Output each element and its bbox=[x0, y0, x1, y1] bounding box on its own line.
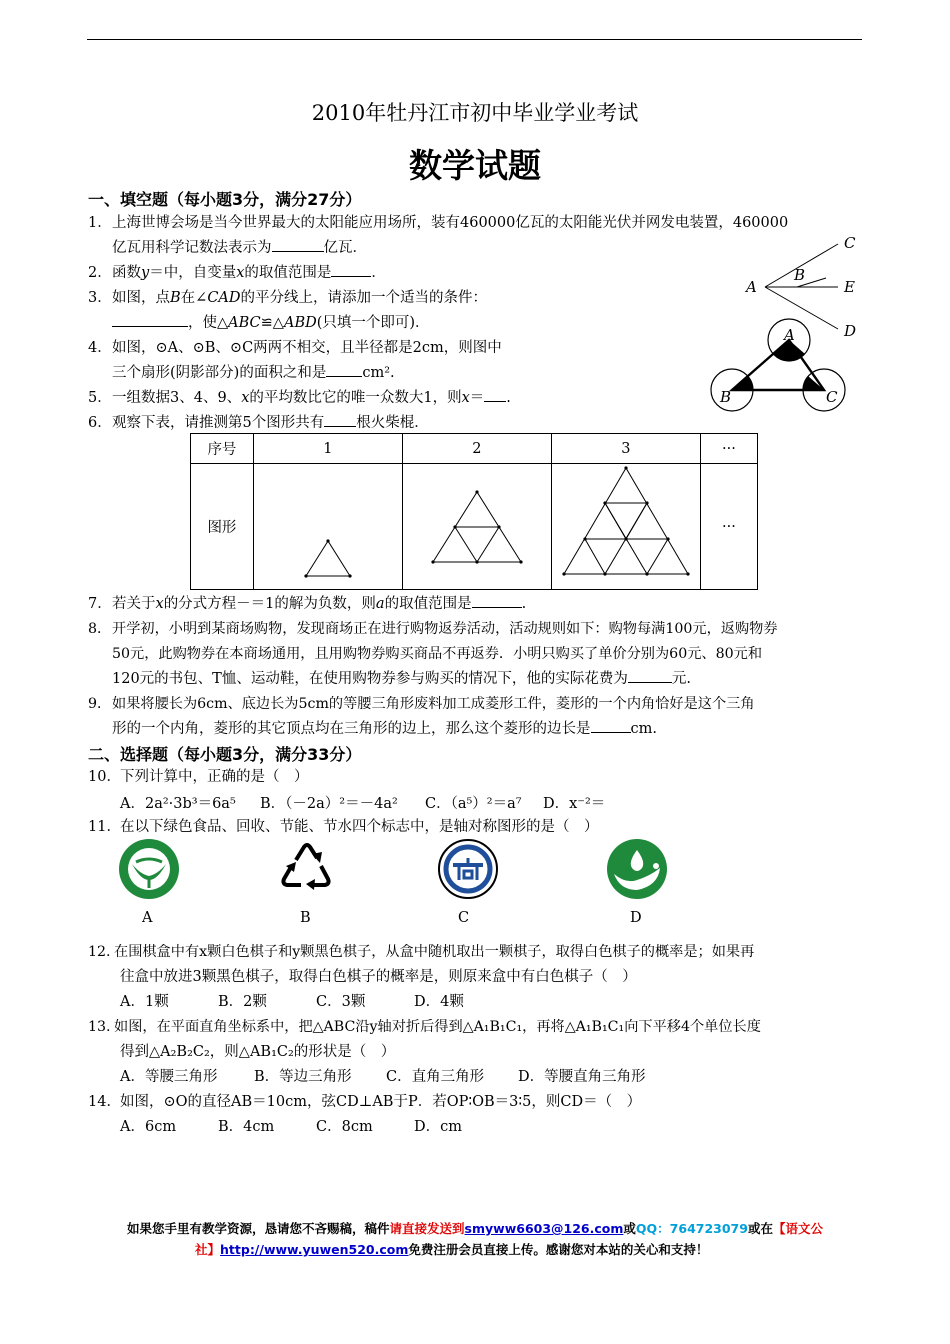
recycle-logo[interactable] bbox=[276, 838, 338, 898]
label-C: C bbox=[826, 388, 838, 406]
footer-line-1: 如果您手里有教学资源，恳请您不吝赐稿，稿件请直接发送到smyww6603@126.com或QQ：764723079或在【语文公 bbox=[127, 1221, 823, 1236]
question-12: 12. 在围棋盒中有x颗白色棋子和y颗黑色棋子，从盒中随机取出一颗棋子，取得白色棋子的概率是；如果再 bbox=[88, 944, 755, 960]
question-4-line2: 三个扇形(阴影部分)的面积之和是 cm². bbox=[112, 365, 395, 381]
question-7: 7．若关于x的分式方程－＝1的解为负数，则a的取值范围是 . bbox=[88, 596, 527, 612]
label-B: B bbox=[794, 266, 806, 284]
question-10: 10．下列计算中，正确的是（ ） bbox=[88, 769, 309, 785]
question-1-line2: 亿瓦用科学记数法表示为 亿瓦． bbox=[112, 240, 367, 256]
question-5: 5．一组数据3、4、9、x的平均数比它的唯一众数大1，则x＝ . bbox=[88, 390, 511, 406]
row-label-figure: 图形 bbox=[191, 464, 254, 590]
option-C[interactable]: C．8cm bbox=[316, 1119, 373, 1135]
triangle-figure-1 bbox=[254, 464, 402, 589]
option-C[interactable]: C．直角三角形 bbox=[386, 1069, 485, 1085]
email-link[interactable]: smyww6603@126.com bbox=[464, 1221, 624, 1236]
option-A[interactable]: A．2a²·3b³＝6a⁵ bbox=[120, 796, 236, 812]
answer-blank[interactable] bbox=[472, 607, 522, 608]
exam-title: 2010年牡丹江市初中毕业学业考试 bbox=[311, 101, 639, 125]
option-C[interactable]: C．（a⁵）²＝a⁷ bbox=[425, 796, 522, 812]
triangle-figure-2 bbox=[403, 464, 551, 589]
question-12-line2: 往盒中放进3颗黑色棋子，取得白色棋子的概率是，则原来盒中有白色棋子（ ） bbox=[120, 969, 637, 985]
question-10-options bbox=[120, 794, 605, 814]
question-8-line3: 120元的书包、T恤、运动鞋，在使用购物券参与购买的情况下，他的实际花费为 元. bbox=[112, 671, 691, 687]
question-3: 3．如图，点B在∠CAD的平分线上，请添加一个适当的条件： bbox=[88, 290, 488, 306]
question-1: 1．上海世博会场是当今世界最大的太阳能应用场所，装有460000亿瓦的太阳能光伏并网发电装置，460000 bbox=[88, 215, 789, 231]
answer-blank[interactable] bbox=[331, 276, 371, 277]
option-B[interactable]: B．等边三角形 bbox=[254, 1069, 352, 1085]
logo-label-C: C bbox=[458, 910, 470, 926]
answer-blank[interactable] bbox=[324, 426, 356, 427]
energy-saving-logo[interactable] bbox=[437, 838, 499, 900]
website-link[interactable]: http://www.yuwen520.com bbox=[220, 1242, 409, 1257]
option-B[interactable]: B．2颗 bbox=[218, 994, 267, 1010]
logo-label-A: A bbox=[142, 910, 153, 926]
question-6: 6．观察下表，请推测第5个图形共有 根火柴棍． bbox=[88, 415, 429, 431]
subject-title: 数学试题 bbox=[409, 146, 541, 185]
matchstick-table: 序号 1 2 3 ··· 图形 ··· bbox=[190, 433, 758, 590]
option-D[interactable]: D．cm bbox=[414, 1119, 462, 1135]
option-D[interactable]: D．4颗 bbox=[414, 994, 464, 1010]
question-8-line2: 50元，此购物券在本商场通用，且用购物券购买商品不再返券．小明只购买了单价分别为60元、80元和 bbox=[112, 646, 763, 662]
option-B[interactable]: B．4cm bbox=[218, 1119, 275, 1135]
question-11: 11．在以下绿色食品、回收、节能、节水四个标志中，是轴对称图形的是（ ） bbox=[88, 819, 599, 835]
water-saving-logo[interactable] bbox=[606, 838, 668, 900]
figure-3 bbox=[551, 464, 700, 590]
section-multiple-choice: 二、选择题（每小题3分，满分33分） bbox=[88, 745, 362, 764]
question-14-options bbox=[120, 1117, 462, 1137]
answer-blank[interactable] bbox=[326, 376, 362, 377]
question-3-line2: ，使△ABC≌△ABD(只填一个即可)． bbox=[112, 313, 430, 333]
option-D[interactable]: D．x⁻²＝ bbox=[543, 796, 606, 812]
triangle-figure-3 bbox=[552, 464, 700, 589]
logo-label-D: D bbox=[630, 910, 642, 926]
question-13: 13. 如图，在平面直角坐标系中，把△ABC沿y轴对折后得到△A₁B₁C₁，再将△A₁B₁C₁向下平移4个单位长度 bbox=[88, 1019, 761, 1035]
logo-label-B: B bbox=[300, 910, 311, 926]
question-12-options bbox=[120, 992, 464, 1012]
question-13-line2: 得到△A₂B₂C₂，则△AB₁C₂的形状是（ ） bbox=[120, 1044, 396, 1060]
label-C: C bbox=[844, 234, 856, 252]
section-fill-in: 一、填空题（每小题3分，满分27分） bbox=[88, 190, 362, 209]
answer-blank[interactable] bbox=[484, 401, 506, 402]
footer-line-2: 社】http://www.yuwen520.com免费注册会员直接上传。感谢您对本站的关心和支持！ bbox=[195, 1242, 709, 1257]
option-B[interactable]: B．（－2a）²＝－4a² bbox=[260, 796, 398, 812]
label-B: B bbox=[720, 388, 732, 406]
question-8: 8．开学初，小明到某商场购物，发现商场正在进行购物返券活动，活动规则如下：购物每满100元，返购物券 bbox=[88, 621, 778, 637]
figure-2 bbox=[402, 464, 551, 590]
answer-blank[interactable] bbox=[628, 682, 672, 683]
figure-1 bbox=[253, 464, 402, 590]
label-D: D bbox=[844, 322, 857, 340]
option-A[interactable]: A．1颗 bbox=[120, 994, 169, 1010]
question-2: 2．函数y＝中，自变量x的取值范围是 ． bbox=[88, 265, 386, 281]
question-9: 9．如果将腰长为6cm、底边长为5cm的等腰三角形废料加工成菱形工件，菱形的一个内角恰好是这个三角 bbox=[88, 696, 755, 712]
answer-blank[interactable] bbox=[112, 326, 188, 327]
answer-blank[interactable] bbox=[591, 732, 631, 733]
option-A[interactable]: A．等腰三角形 bbox=[120, 1069, 218, 1085]
label-A: A bbox=[746, 278, 757, 296]
question-4: 4．如图，⊙A、⊙B、⊙C两两不相交，且半径都是2cm，则图中 bbox=[88, 340, 502, 356]
green-food-logo[interactable] bbox=[118, 838, 180, 900]
label-A: A bbox=[784, 326, 795, 344]
option-A[interactable]: A．6cm bbox=[120, 1119, 177, 1135]
top-rule bbox=[87, 39, 862, 40]
label-E: E bbox=[844, 278, 855, 296]
three-circles-figure bbox=[708, 318, 858, 414]
question-13-options bbox=[120, 1067, 646, 1087]
header-index: 序号 bbox=[191, 434, 254, 464]
option-C[interactable]: C．3颗 bbox=[316, 994, 366, 1010]
question-9-line2: 形的一个内角，菱形的其它顶点均在三角形的边上，那么这个菱形的边长是 cm. bbox=[112, 721, 657, 737]
option-D[interactable]: D．等腰直角三角形 bbox=[518, 1069, 646, 1085]
answer-blank[interactable] bbox=[272, 251, 324, 252]
question-14: 14．如图，⊙O的直径AB＝10cm，弦CD⊥AB于P．若OP∶OB＝3∶5，则CD＝（ ） bbox=[88, 1094, 642, 1110]
